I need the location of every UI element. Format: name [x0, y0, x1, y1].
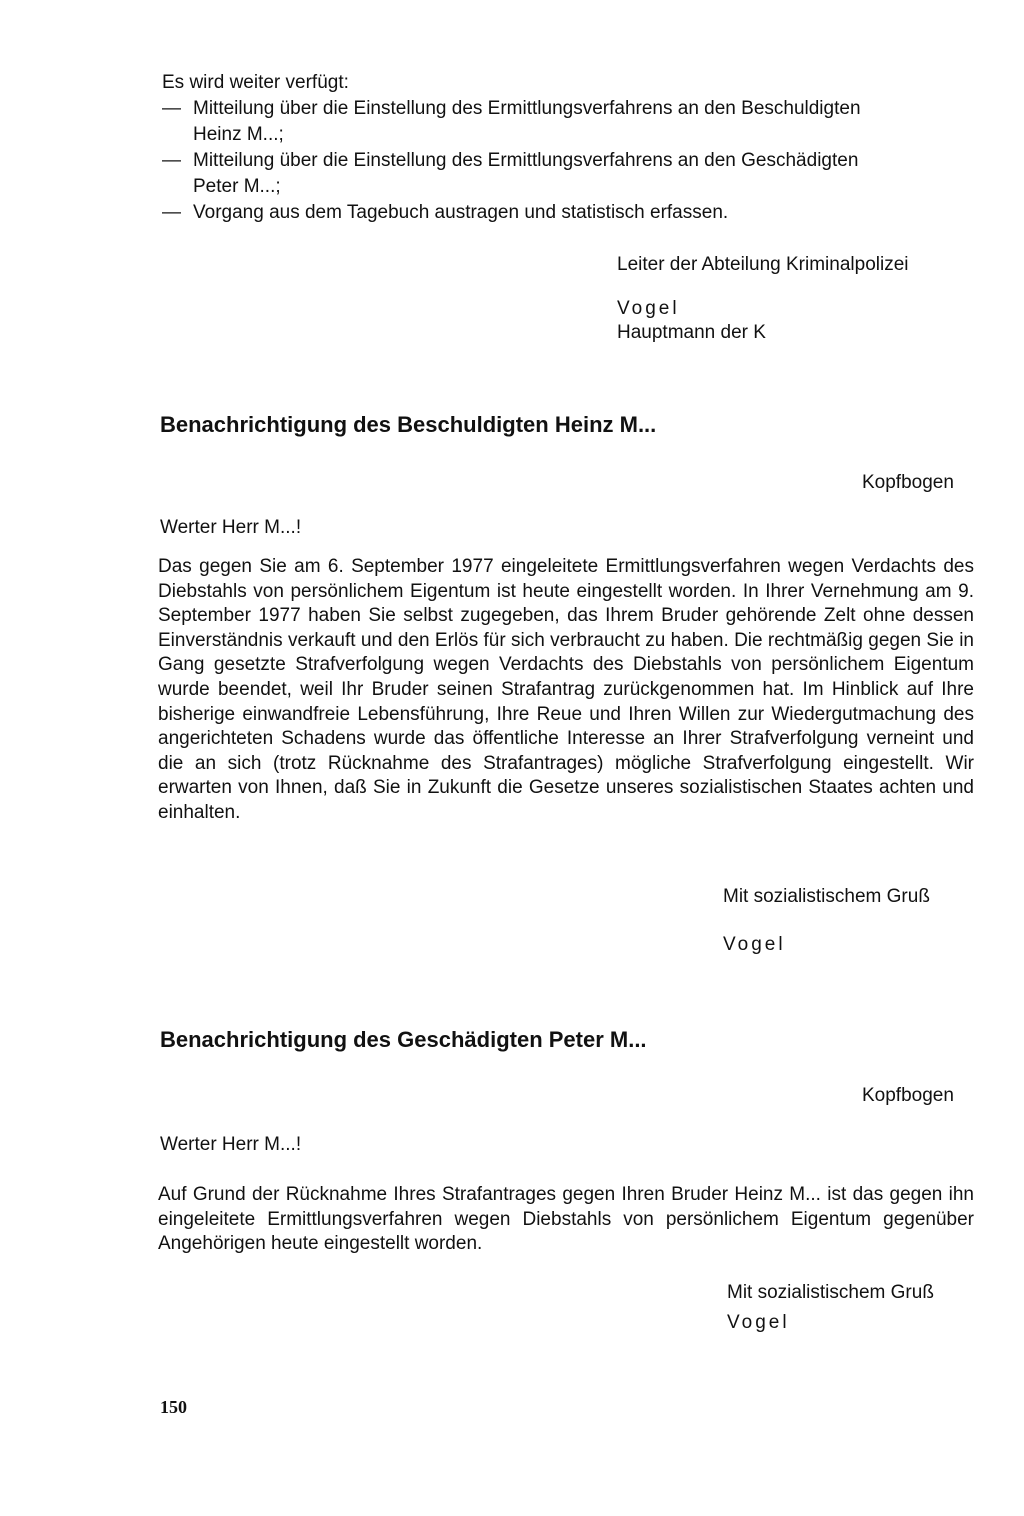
signature-name: Vogel: [617, 298, 680, 319]
signature-title: Leiter der Abteilung Kriminalpolizei: [617, 254, 909, 275]
letter2-signature: Vogel: [727, 1312, 790, 1333]
letter2-body: Auf Grund der Rücknahme Ihres Strafantrages gegen Ihren Bruder Heinz M... ist das gegen ihn eingeleitete Ermittlungsverfahren wegen Diebstahls von persönlichem Eigentum gegenüber Angehörigen heute eingestellt worden.: [158, 1184, 974, 1255]
letter2-closing: Mit sozialistischem Gruß: [727, 1282, 934, 1303]
list-dash: —: [162, 98, 181, 119]
order-intro: Es wird weiter verfügt:: [162, 72, 349, 93]
order-item-3-line-1: Vorgang aus dem Tagebuch austragen und statistisch erfassen.: [193, 202, 729, 223]
signature-rank: Hauptmann der K: [617, 322, 766, 343]
order-item-2-line-1: Mitteilung über die Einstellung des Ermittlungsverfahrens an den Geschädigten: [193, 150, 859, 171]
order-item-2-line-2: Peter M...;: [193, 176, 281, 197]
letter1-body: Das gegen Sie am 6. September 1977 eingeleitete Ermittlungsverfahren wegen Verdachts des Diebstahls von persönlichem Eigentum ist heute eingestellt worden. In Ihrer Vernehmung am 9. September 1977 haben Sie selbst zugegeben, das Ihrem Bruder gehörende Zelt ohne dessen Einverständnis verkauft und den Erlös für sich verbraucht zu haben. Die rechtmäßig gegen Sie in Gang gesetzte Strafverfolgung wegen Verdachts des Diebstahls von persönlichem Eigentum wurde beendet, weil Ihr Bruder seinen Strafantrag zurückgenommen hat. Im Hinblick auf Ihre bisherige einwandfreie Lebensführung, Ihre Reue und Ihren Willen zur Wiedergutmachung des angerichteten Schadens wurde das öffentliche Interesse an Ihrer Strafverfolgung verneint und die an sich (trotz Rücknahme des Strafantrages) mögliche Strafverfolgung eingestellt. Wir erwarten von Ihnen, daß Sie in Zukunft die Gesetze unseres sozialistischen Staates achten und einhalten.: [158, 556, 974, 823]
letter1-closing: Mit sozialistischem Gruß: [723, 886, 930, 907]
list-dash: —: [162, 202, 181, 223]
order-item-1-line-1: Mitteilung über die Einstellung des Ermittlungsverfahrens an den Beschuldigten: [193, 98, 861, 119]
list-dash: —: [162, 150, 181, 171]
letter2-salutation: Werter Herr M...!: [160, 1134, 302, 1155]
letter2-heading: Benachrichtigung des Geschädigten Peter M...: [160, 1027, 647, 1052]
letter1-letterhead: Kopfbogen: [862, 472, 954, 493]
letter1-heading: Benachrichtigung des Beschuldigten Heinz M...: [160, 412, 657, 437]
order-item-1-line-2: Heinz M...;: [193, 124, 284, 145]
letter2-letterhead: Kopfbogen: [862, 1085, 954, 1106]
letter1-salutation: Werter Herr M...!: [160, 517, 302, 538]
letter1-signature: Vogel: [723, 934, 786, 955]
page-number: 150: [160, 1397, 187, 1417]
